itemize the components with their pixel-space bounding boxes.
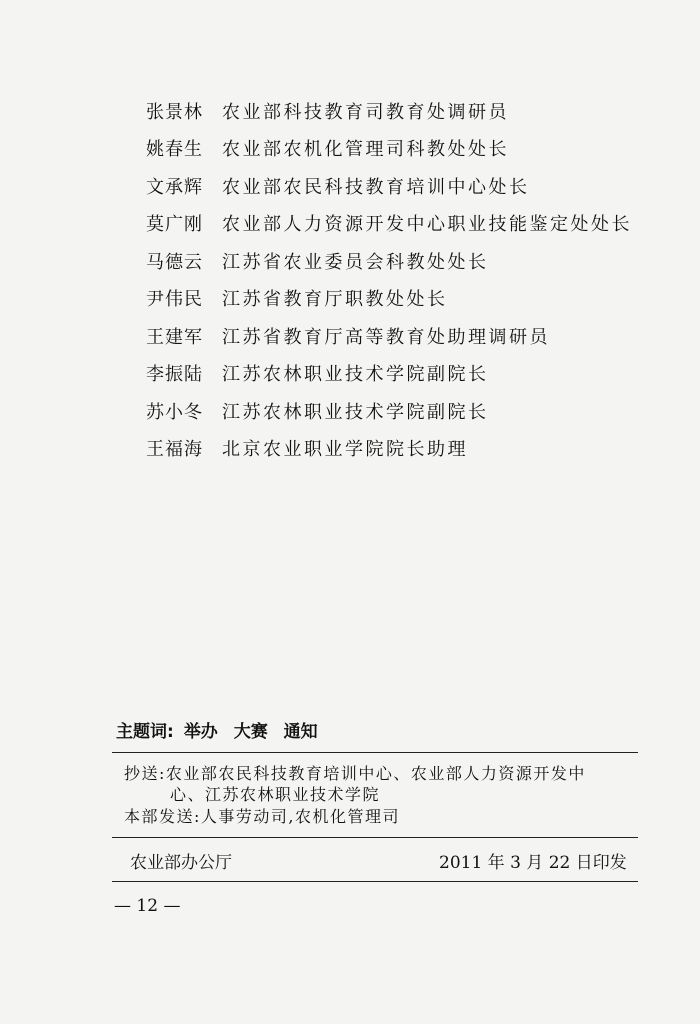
subject-keywords: [116, 717, 318, 742]
member-name: 张景林: [146, 101, 203, 123]
member-name: 文承辉: [146, 176, 203, 198]
member-row: [146, 205, 666, 243]
member-title: 江苏农林职业技术学院副院长: [222, 364, 489, 386]
member-row: [146, 430, 666, 468]
issue-date: 2011 年 3 月 22 日印发: [439, 853, 627, 873]
member-title: 农业部科技教育司教育处调研员: [222, 101, 509, 123]
member-list: [146, 92, 666, 467]
member-title: 农业部农机化管理司科教处处长: [222, 139, 509, 161]
member-name: 王福海: [146, 439, 203, 461]
member-title: 江苏省教育厅高等教育处助理调研员: [222, 326, 550, 348]
subject-keyword: 大赛: [233, 722, 268, 742]
issuing-office: 农业部办公厅: [130, 853, 232, 873]
member-name: 王建军: [146, 326, 203, 348]
member-title: 农业部人力资源开发中心职业技能鉴定处处长: [222, 214, 632, 236]
member-row: [146, 167, 666, 205]
subject-label: 主题词:: [116, 722, 174, 742]
divider-middle: [112, 837, 638, 838]
cc-recipients-line: 抄送:农业部农民科技教育培训中心、农业部人力资源开发中: [124, 764, 586, 783]
member-title: 北京农业职业学院院长助理: [222, 439, 468, 461]
member-name: 尹伟民: [146, 289, 203, 311]
internal-distribution-line: 本部发送:人事劳动司,农机化管理司: [124, 807, 400, 826]
member-name: 马德云: [146, 251, 203, 273]
member-row: [146, 317, 666, 355]
member-row: [146, 392, 666, 430]
issuer-row: [130, 848, 630, 873]
member-name: 姚春生: [146, 139, 203, 161]
member-row: [146, 92, 666, 130]
page-number: — 12 —: [114, 896, 181, 916]
subject-keyword: 通知: [283, 722, 318, 742]
member-row: [146, 130, 666, 168]
cc-recipients-continuation: 心、江苏农林职业技术学院: [170, 785, 381, 804]
subject-keyword: 举办: [183, 722, 218, 742]
member-row: [146, 242, 666, 280]
member-row: [146, 355, 666, 393]
member-title: 江苏省教育厅职教处处长: [222, 289, 448, 311]
divider-top: [112, 752, 638, 753]
member-name: 李振陆: [146, 364, 203, 386]
member-title: 江苏省农业委员会科教处处长: [222, 251, 489, 273]
member-name: 莫广刚: [146, 214, 203, 236]
member-title: 农业部农民科技教育培训中心处长: [222, 176, 530, 198]
member-row: [146, 280, 666, 318]
cc-block: [124, 763, 639, 827]
divider-bottom: [112, 881, 638, 882]
member-title: 江苏农林职业技术学院副院长: [222, 401, 489, 423]
member-name: 苏小冬: [146, 401, 203, 423]
